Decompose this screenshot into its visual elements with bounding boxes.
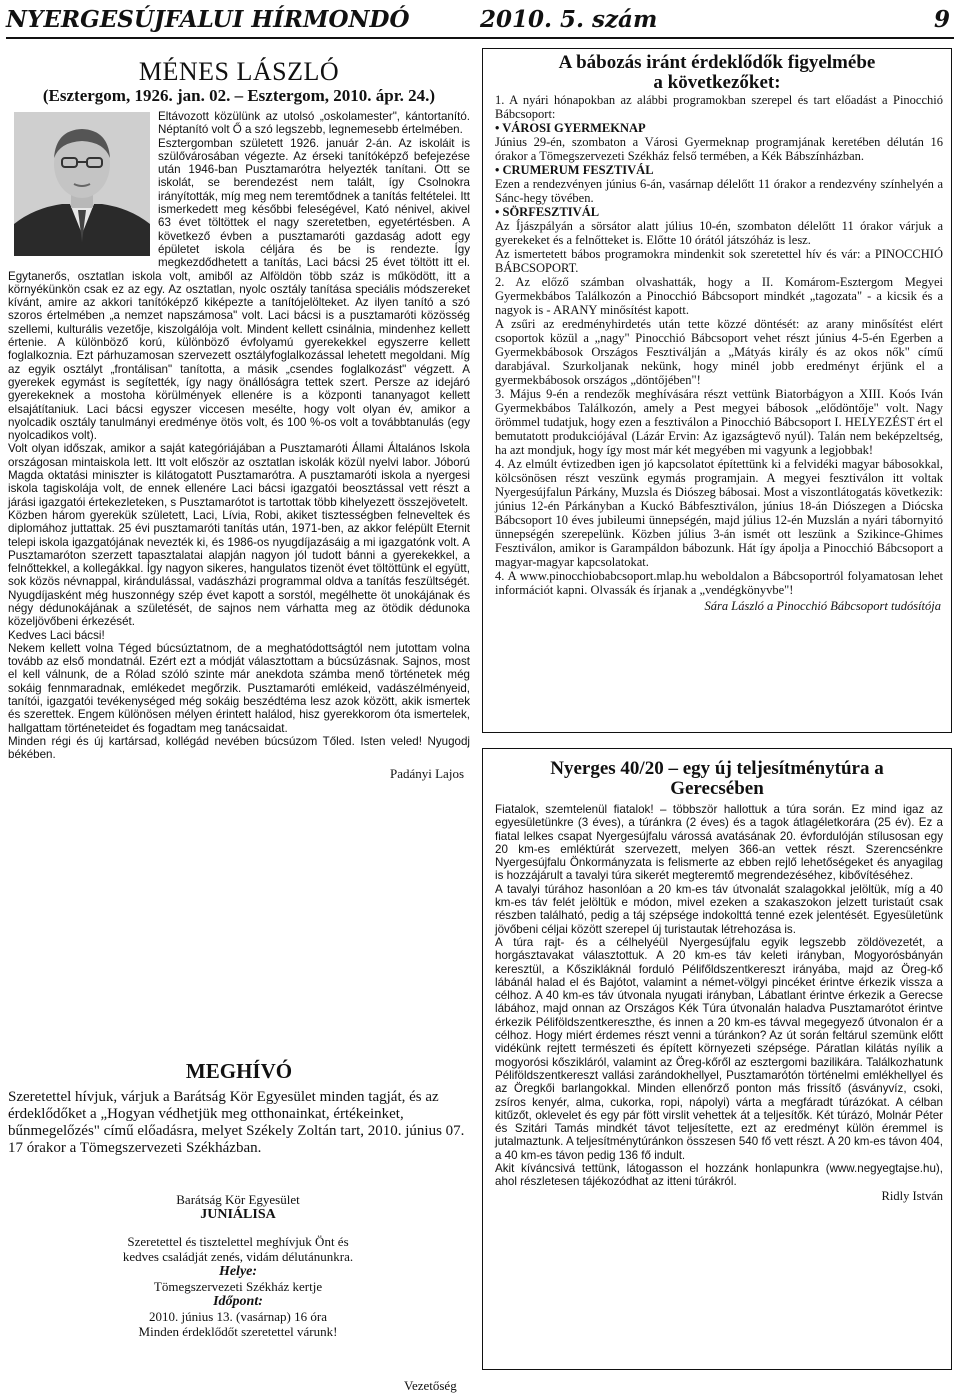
obituary-paragraph: Eltávozott közülünk az utolsó „oskolamester", kántortanító. Néptanító volt Ő a szó legszebb, legnemesebb értelmében.	[158, 110, 470, 137]
hiking-signature: Ridly István	[881, 1188, 943, 1203]
junialis-closing: Minden érdeklődőt szeretettel várunk!	[138, 1324, 338, 1339]
puppet-title	[483, 53, 951, 93]
masthead	[4, 4, 956, 38]
puppet-paragraph: Az ismertetett bábos programokra mindenkit sok szeretettel hív és vár: a PINOCCHIÓ BÁBCSOPORT.	[495, 247, 943, 275]
obituary-paragraph: Volt olyan időszak, amikor a saját kategóriájában a Pusztamaróti Állami Általános Iskola országosan mintaiskola lett. Itt volt először az osztatlan iskolák közül nyelvi labor. Jóború Magda oktatási miniszter is kilátogatott Pusztamarótra. A pusztamaróti iskola a nyergesi iskola tagiskolája volt, de ennek ellenére Laci bácsi igazgatói beosztással vett részt a járási igazgatói értekezleteken, s Pusztamarótot is tartottak több kihelyezett összejövetelt.	[8, 442, 470, 509]
invitation-title: MEGHÍVÓ	[185, 1059, 293, 1083]
hiking-article	[482, 748, 952, 1370]
junialis-place: Tömegszervezeti Székház kertje	[153, 1279, 323, 1294]
obituary-body	[8, 110, 470, 762]
puppet-bullet: • SÖRFESZTIVÁL	[495, 205, 600, 219]
obituary-paragraph: Esztergomban született 1926. január 2-án. Az iskoláit is szülővárosában végezte. Az érseki tanítóképző befejezése után 1946-ban Pusztamarótra helyezték tanítani. Ott se iskolát, se berendezést nem talált, így Csolnokra irányították, míg meg nem teremtődnek a tanítás feltételei. Itt ismerkedett meg későbbi feleségével, Kató nénivel, akivel 63 évet töltöttek el nagy szeretetben, egyetértésben. A következő évben a pusztamaróti gazdaság adott egy épületet iskola céljára és be is rendezte. Így megkezdődhetett a tanítás, Laci bácsi 25 évet töltött itt el. Egytanerős, osztatlan iskola volt, amiből az Alföldön több száz is működött, itt a környékünkön csak ez az egy. Az osztatlan, nyolc osztály tanítása speciális módszereket kívánt, amire az akkori tanítóképző kiképezte a tanítójelölteket. Az ilyen tanító a szó szoros értelmében „a nemzet napszámosa" volt. Laci bácsi is a pusztamaróti közösség szellemi, kulturális vezetője, kiszolgálója volt. Mindent kellett csinálnia, mindenhez kellett értenie. A különböző korú, különböző évfolyamú gyerekekkel egyszerre kellett foglalkoznia. Ezt párhuzamosan szervezett osztályfoglalkozással lehetett megoldani. Míg az egyik osztályt „frontálisan" tanította, a másik „csendes foglalkozást" végzett. A gyerekek egymást is segítették, így nagy önállóságra tettek szert. Persze az idejáró gyerekeknek a mostoha körülmények ellenére is a központi tananyagot kellett elsajátítaniuk. Laci bácsi egyszer viccesen mesélte, hogy volt olyan év, amikor a nyolcadik osztály tanulmányi eredménye ötös volt, és 100 %-os volt a továbbtanulás (egy nyolcadikos volt).	[8, 136, 470, 443]
masthead-rule	[6, 37, 954, 39]
junialis-line: kedves családját zenés, vidám délutánunkra.	[122, 1249, 354, 1264]
obituary-name: MÉNES LÁSZLÓ	[138, 57, 340, 86]
hiking-paragraph: A túra rajt- és a célhelyéül Nyergesújfalu egyik legszebb zöldövezetét, a horgásztavakat választottuk. A 20 km-es táv keleti irányban, Mogyorósbányán keresztül, a Kőszikláknál forduló Pélifőldszentkereszt irányába, majd az Öreg-kő lábánál halad el és Bajótot, valamint a német-völgyi pincéket érintve érkezik vissza a célhoz. A 40 km-es táv útvonala nyugati irányban, Lábatlant érintve érkezik a Gerecse lábához, majd onnan az Országos Kék Túra útvonalán haladva Pusztamarótot érintve érkezik Péliföldszentkereszthe, és innen a 20 km-es távval megegyező útvonalon ér a célhoz. Hogy miért érdemes részt venni a túránkon? Az út során feltárul szemünk előtt vidékünk rejtett természeti és épített környezeti szépsége. Páratlan kilátás nyílik a mogyorósi kőszikláról, valamint az Öreg-kőről az esztergomi bazilikára. Találkozhatunk Péliföldszentkereszt vallási zarándokhellyel, Pusztamarótón történelmi emlékhellyel és az Öregkői barlangokkal. Minden ellenőrző ponton más frissítő (ásványvíz, csoki, zsíros kenyér, alma, cukorka, ropi, nápolyi) várta a megfáradt túrázókat. A célban kitűzőt, oklevelet és egy pár fött virslit vehettek át a teljesítők. Két túrázó, Molnár Péter és Szitári Tamás mindkét távot teljesítette, ezt az eredményt külön éremmel is jutalmaztunk. A teljesítménytúránkon összesen 540 fő vett részt. A 20 km-es távon 404, a 40 km-es távon pedig 136 fő indult.	[495, 935, 943, 1162]
junialis-block	[78, 1192, 398, 1339]
invitation-block	[8, 1059, 470, 1157]
puppet-paragraph: Június 29-én, szombaton a Városi Gyermeknap programjának keretében délután 16 órakor a Tömegszervezeti Székház felső termében, a Kék Bábszínházban.	[495, 135, 943, 163]
obituary-signature: Padányi Lajos	[389, 765, 464, 781]
hiking-paragraph: Akit kíváncsivá tettünk, látogasson el hozzánk honlapunkra (www.negyegtajse.hu), ahol részletesen tájékozódhat az itteni túrákról.	[495, 1162, 943, 1189]
invitation-text: Szeretettel hívjuk, várjuk a Barátság Kör Egyesület minden tagját, és az érdeklődőket a „Hogyan védhetjük meg otthonainkat, értékeinket, bűnmegelőzés" című előadásra, melyet Székely Zoltán tart, 2010. június 07. 17 órakor a Tömegszervezeti Székházban.	[8, 1089, 465, 1156]
hiking-paragraph: Fiatalok, szemtelenül fiatalok! – többször hallottuk a túra során. Ez mind igaz az egyesületünkre (3 éves), a túránkra (2 éves) és a tagok átlagéletkorára (25 év). Ez a fiatal lelkes csapat Nyergesújfalu várossá avatásának 20. évfordulóján stílusosan egy 20 km-es emléktúrát szervezett, melyen 366-an vettek részt. Szerencsénkre Nyergesújfalu Önkormányzata is felismerte az ebben rejlő lehetőségeket és anyagilag is hozzájárult a tavalyi túra sikerét megteremtő megrendezéséhez, kibővítéséhez.	[495, 803, 943, 883]
junialis-signature: Vezetőség	[404, 1378, 457, 1393]
obituary-paragraph: Minden régi és új kartársad, kollégád nevében búcsúzom Tőled. Isten veled! Nyugodj békében.	[8, 734, 470, 762]
puppet-signature: Sára László a Pinocchió Bábcsoport tudósítója	[704, 599, 941, 613]
puppet-bullet: • VÁROSI GYERMEKNAP	[495, 121, 646, 135]
hiking-title-line: Gerecsében	[670, 778, 764, 799]
puppet-article	[482, 48, 952, 733]
paper-name: NYERGESÚJFALUI HÍRMONDÓ	[6, 6, 410, 33]
hiking-title-line: Nyerges 40/20 – egy új teljesítménytúra a	[550, 758, 884, 779]
junialis-title: JUNIÁLISA	[200, 1207, 276, 1222]
junialis-place-label: Helye:	[218, 1264, 258, 1279]
left-column	[8, 48, 470, 1393]
puppet-paragraph: Az Íjászpályán a sörsátor alatt július 10-én, szombaton délelőtt 11 órakor várjuk a gyerekeket és a felnőtteket is. Előtte 10 órától játszóház is lesz.	[495, 219, 943, 247]
hiking-paragraph: A tavalyi túrához hasonlóan a 20 km-es táv útvonalát szalagokkal jelöltük, míg a 40 km-es táv felét jelöltük e módon, mivel ezeken a szakaszokon jelzett turistaút csak részben található, pedig a táj szépsége indokolttá tenné ezek jelentését. Egyesületünk jövőbeni céljai között szerepel új turistautak létrehozása is.	[495, 882, 943, 936]
hiking-body	[483, 799, 951, 1189]
puppet-paragraph: 3. Május 9-én a rendezők meghívására részt vettünk Biatorbágyon a XIII. Koós Iván Gyermekbábos Találkozón, amely a Pest megyei bábosok „elődöntője" volt. Nagy örömmel tudatjuk, hogy ezen a fesztiválon a Pinocchió Bábcsoport I. HELYEZÉST ért el bemutatott produkciójával (Lázár Ervin: Az igazságtevő nyúl). Talán nem beképzeltség, ha azt mondjuk, hogy így most már két megyében mi vagyunk a legjobbak!	[495, 387, 943, 457]
obituary-article	[8, 58, 470, 782]
obituary-paragraph: Nekem kellett volna Téged búcsúztatnom, de a meghatódottságtól nem jutottam volna tovább az első mondatnál. Ezért ezt a módját választottam a búcsúzásnak. Sajnos, most el kell válnunk, de a Rólad szóló szinte már anekdota számba menő történetek még sokáig fennmaradnak, emlékedet megőrzik. Pusztamaróti emlékeid, vadászélményeid, tanítói, igazgatói tevékenységed még sokáig beszédtéma lesz azok között, akik ismertek és szerettek. Engem különösen mélyen érintett halálod, hisz gyerekkorom óta ismertelek, hallgattam történeteidet és fogadtam meg tanácsaidat.	[8, 641, 470, 735]
puppet-title-line: A bábozás iránt érdeklődők figyelmébe	[558, 52, 876, 73]
junialis-time-label: Időpont:	[213, 1294, 263, 1309]
puppet-paragraph: 2. Az előző számban olvashatták, hogy a II. Komárom-Esztergom Megyei Gyermekbábos Találkozón a Pinocchió Bábcsoport mindkét „tagozata" - a kicsik és a nagyok is - ARANY minősítést kapott.	[495, 275, 943, 317]
puppet-paragraph: 4. Az elmúlt évtizedben igen jó kapcsolatot építettünk ki a felvidéki magyar bábosokkal, kölcsönösen részt veszünk egymás programjain. A megyei fesztiválon itt voltak Nyergesújfalun Párkány, Muzsla és Diószeg bábosai. Most a viszontlátogatás következik: június 12-én Párkányban a Kuckó Bábfesztiválon, június 18-án Diószegen a Diócska Bábcsoport 10 éves jubileumi ünnepségén, majd július 12-én Muzslán a nyári tábornyitó ünnepségén szerepelünk. Közben július 3-án ismét ott leszünk a Szikince-Ghimes Fesztiválon, amikor is Garampáldon bábozunk. Hát így ápolja a Pinocchió Bábcsoport a magyar-magyar kapcsolatokat.	[495, 457, 943, 569]
puppet-paragraph: A zsűri az eredményhirdetés után tette közzé döntését: az arany minősítést elért csoportok közül a „nagy" Pinocchió Bábcsoport vehet részt június 4-5-én Egerben a Gyermekbábosok Országos Fesztiválján a „Mátyás király és az okos nők" című darabjával. Szurkoljanak nekünk, hogy minél jobb eredményt érjünk el a gyermekbábosok országos „döntőjében"!	[495, 317, 943, 387]
obituary-paragraph: Kedves Laci bácsi!	[8, 628, 105, 642]
junialis-time: 2010. június 13. (vasárnap) 16 óra	[149, 1309, 327, 1324]
page-number: 9	[933, 6, 950, 33]
issue-number: 2010. 5. szám	[480, 6, 658, 33]
puppet-paragraph: 1. A nyári hónapokban az alábbi programokban szerepel és tart előadást a Pinocchió Bábcsoport:	[495, 93, 943, 121]
junialis-org: Barátság Kör Egyesület	[176, 1192, 300, 1207]
puppet-paragraph: Ezen a rendezvényen június 6-án, vasárnap délelőtt 11 órakor a rendezvény színhelyén a Sánc-hegy tövében.	[495, 177, 943, 205]
puppet-paragraph: 4. A www.pinocchiobabcsoport.mlap.hu weboldalon a Bábcsoportról folyamatosan lehet információt kapni. Olvassák és írjanak a „vendégkönyvbe"!	[495, 569, 943, 597]
portrait-photo	[14, 112, 150, 256]
junialis-line: Szeretettel és tisztelettel meghívjuk Önt és	[127, 1234, 349, 1249]
right-column	[482, 48, 952, 1368]
puppet-title-line: a következőket:	[653, 72, 781, 93]
obituary-paragraph: Közben három gyerekük született, Laci, Lívia, Robi, akiket tisztességben felneveltek és diplomához juttattak. 25 évi pusztamaróti tanítás után, 1971-ben, az akkor felépült Eternit telepi iskola igazgatójának nevezték ki, és 1986-os nyugdíjazásáig a mi igazgatónk volt. A Pusztamaróton szerzett tapasztalatai alapján nagyon jól tudott bánni a gyerekekkel, a felnőttekkel, a kollegákkal. Így nagyon sikeres, hangulatos tizenöt évet töltöttünk el együtt, sok közös névnappal, kirándulással, vadászházi programmal oldva a tanítás feszültségét. Nyugdíjasként még huszonnégy szép évet kapott a sorstól, megélhette öt unokájának és négy dédunokájának a születését, de sajnos nem várhatta meg az ötödik dédunoka közeljövőbeni érkezését.	[8, 508, 470, 629]
hiking-title	[483, 759, 951, 799]
puppet-body	[483, 93, 951, 597]
puppet-bullet: • CRUMERUM FESZTIVÁL	[495, 163, 654, 177]
obituary-dates: (Esztergom, 1926. jan. 02. – Esztergom, 2010. ápr. 24.)	[42, 86, 436, 105]
